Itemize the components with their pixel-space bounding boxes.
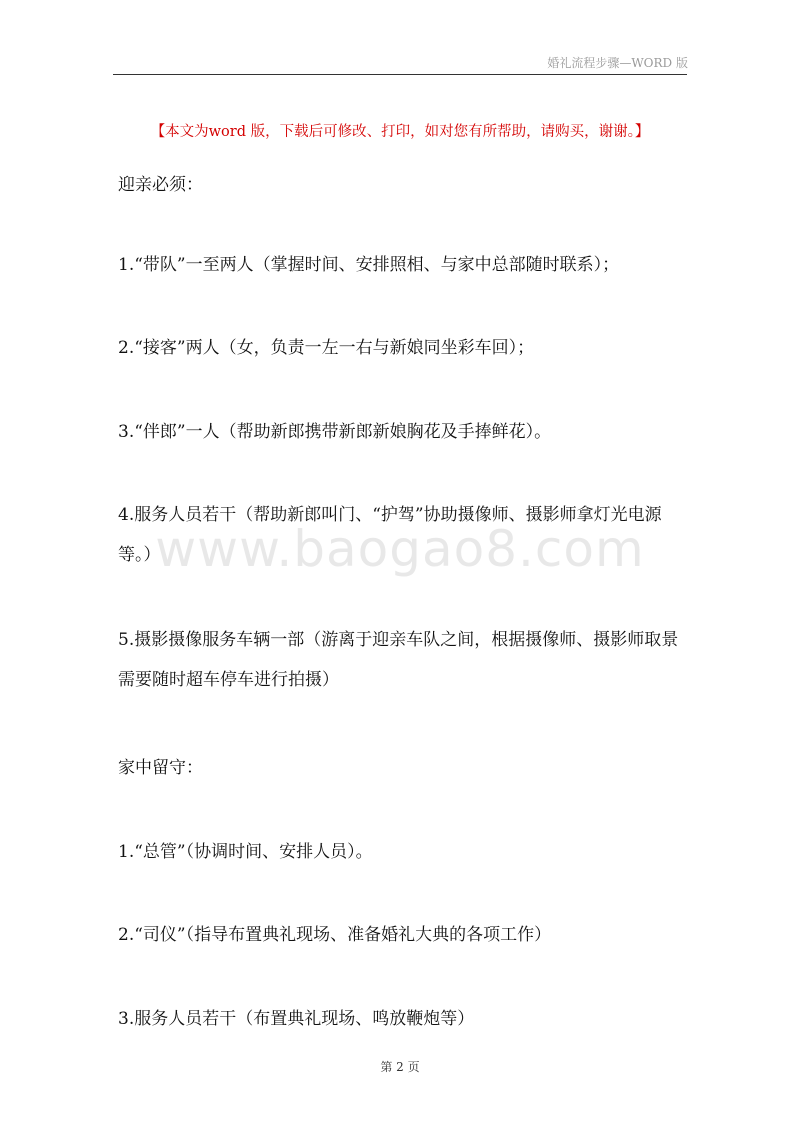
- paragraph-item: 3.服务人员若干（布置典礼现场、鸣放鞭炮等）: [118, 1009, 475, 1029]
- paragraph-item: 2.“接客”两人（女，负责一左一右与新娘同坐彩车回）；: [118, 338, 535, 358]
- header-divider: [113, 74, 687, 75]
- paragraph-item: 5.摄影摄像服务车辆一部（游离于迎亲车队之间，根据摄像师、摄影师取景需要随时超车停车进行拍摄）: [118, 630, 679, 690]
- paragraph-item: 1.“总管”（协调时间、安排人员）。: [118, 842, 373, 862]
- watermark-text: www.baogao8.com: [155, 520, 645, 578]
- header-title: 婚礼流程步骤—WORD 版: [547, 56, 688, 70]
- purchase-notice: 【本文为word 版，下载后可修改、打印，如对您有所帮助，请购买，谢谢。】: [150, 124, 650, 140]
- section-heading-home: 家中留守：: [118, 758, 203, 778]
- section-heading-pickup: 迎亲必须：: [118, 175, 203, 195]
- paragraph-item: 1.“带队”一至两人（掌握时间、安排照相、与家中总部随时联系）；: [118, 255, 620, 275]
- paragraph-item: 4.服务人员若干（帮助新郎叫门、“护驾”协助摄像师、摄影师拿灯光电源等。）: [118, 505, 662, 565]
- paragraph-item: 2.“司仪”（指导布置典礼现场、准备婚礼大典的各项工作）: [118, 925, 552, 945]
- paragraph-item: 3.“伴郎”一人（帮助新郎携带新郎新娘胸花及手捧鲜花）。: [118, 422, 552, 442]
- page-number: 第 2 页: [380, 1060, 420, 1074]
